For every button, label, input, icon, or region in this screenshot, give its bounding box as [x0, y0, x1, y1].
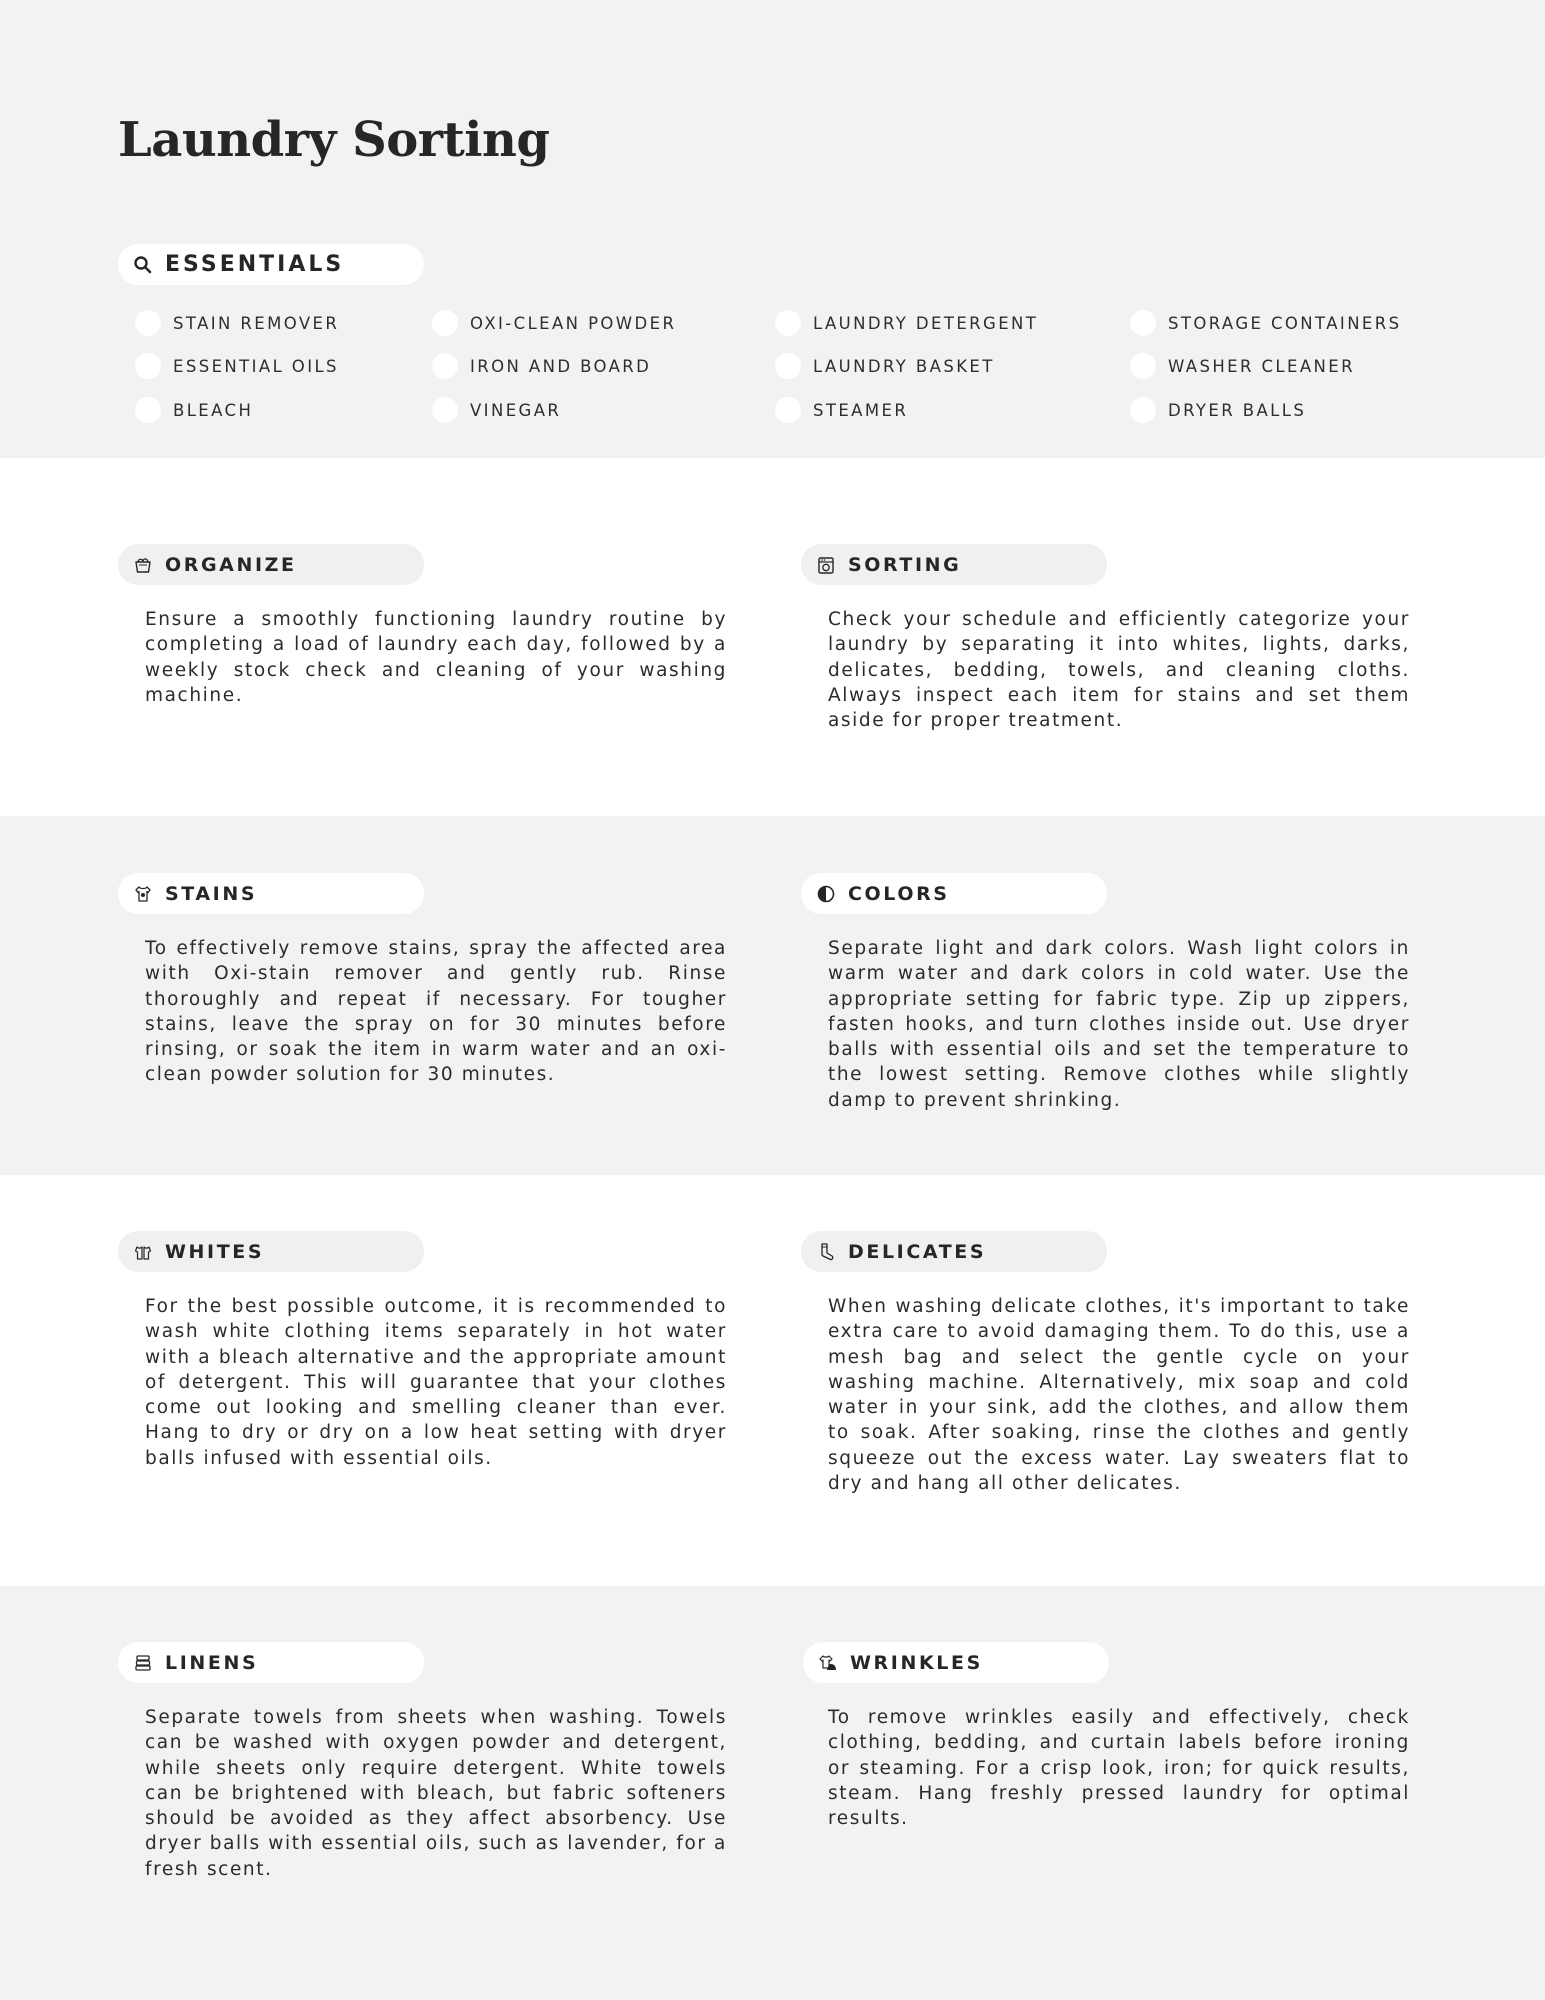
checklist-label: ESSENTIAL OILS: [173, 356, 339, 376]
checkbox-circle[interactable]: [775, 353, 801, 379]
organize-text: Ensure a smoothly functioning laundry routine by completing a load of laundry each day, followed by a weekly stock check and cleaning of your washing machine.: [145, 609, 727, 706]
checklist-label: VINEGAR: [470, 400, 562, 420]
delicates-header: [801, 1231, 1107, 1272]
whites-text: For the best possible outcome, it is recommended to wash white clothing items separately in hot water with a bleach alternative and the appropriate amount of detergent. This will guarantee that your clothes come out looking and smelling cleaner than ever. Hang to dry or dry on a low heat setting with dryer balls infused with essential oils.: [145, 1296, 727, 1469]
delicates-text: When washing delicate clothes, it's important to take extra care to avoid damaging them. To do this, use a mesh bag and select the gentle cycle on your washing machine. Alternatively, mix soap and cold water in your sink, add the clothes, and allow them to soak. After soaking, rinse the clothes and gently squeeze out the excess water. Lay sweaters flat to dry and hang all other delicates.: [828, 1296, 1410, 1495]
checkbox-circle[interactable]: [432, 353, 458, 379]
essentials-header: [118, 244, 424, 285]
clothes-hanger-icon: [133, 1242, 153, 1262]
checklist-item[interactable]: [135, 395, 253, 425]
checklist-item[interactable]: [432, 395, 561, 425]
checkbox-circle[interactable]: [1130, 353, 1156, 379]
sorting-text: Check your schedule and efficiently categorize your laundry by separating it into whites, lights, darks, delicates, bedding, towels, and cleaning cloths. Always inspect each item for stains and set them aside for proper treatment.: [828, 609, 1410, 732]
organize-header: [118, 544, 424, 585]
checklist-item[interactable]: [1130, 308, 1402, 338]
checklist-item[interactable]: [1130, 395, 1306, 425]
checklist-item[interactable]: [1130, 351, 1355, 381]
checklist-item[interactable]: [135, 308, 339, 338]
linens-header: [118, 1642, 424, 1683]
colors-header: [801, 873, 1107, 914]
sorting-label: SORTING: [848, 553, 962, 576]
checklist-item[interactable]: [432, 351, 651, 381]
checklist-label: STORAGE CONTAINERS: [1168, 313, 1402, 333]
checklist-item[interactable]: [135, 351, 339, 381]
checkbox-circle[interactable]: [432, 310, 458, 336]
stains-text: To effectively remove stains, spray the affected area with Oxi-stain remover and gently rub. Rinse thoroughly and repeat if necessary. For tougher stains, leave the spray on for 30 minutes before rinsing, or soak the item in warm water and an oxi-clean powder solution for 30 minutes.: [145, 938, 727, 1086]
header-band: [0, 0, 1545, 458]
checklist-label: LAUNDRY BASKET: [813, 356, 995, 376]
sock-icon: [816, 1242, 836, 1262]
sorting-header: [801, 544, 1107, 585]
whites-label: WHITES: [165, 1240, 265, 1263]
page-title: Laundry Sorting: [118, 112, 550, 168]
wrinkles-text: To remove wrinkles easily and effectively, check clothing, bedding, and curtain labels before ironing or steaming. For a crisp look, iron; for quick results, steam. Hang freshly pressed laundry for optimal results.: [828, 1707, 1410, 1830]
linens-text: Separate towels from sheets when washing. Towels can be washed with oxygen powder and detergent, while sheets only require detergent. White towels can be brightened with bleach, but fabric softeners should be avoided as they affect absorbency. Use dryer balls with essential oils, such as lavender, for a fresh scent.: [145, 1707, 727, 1880]
stains-header: [118, 873, 424, 914]
checkbox-circle[interactable]: [775, 397, 801, 423]
linens-label: LINENS: [165, 1651, 259, 1674]
checklist-label: OXI-CLEAN POWDER: [470, 313, 677, 333]
checkbox-circle[interactable]: [135, 310, 161, 336]
checklist-label: BLEACH: [173, 400, 254, 420]
checklist-label: LAUNDRY DETERGENT: [813, 313, 1039, 333]
delicates-label: DELICATES: [848, 1240, 987, 1263]
checkbox-circle[interactable]: [1130, 397, 1156, 423]
checkbox-circle[interactable]: [135, 397, 161, 423]
essentials-label: ESSENTIALS: [165, 252, 345, 277]
colors-text: Separate light and dark colors. Wash light colors in warm water and dark colors in cold water. Use the appropriate setting for fabric type. Zip up zippers, fasten hooks, and turn clothes inside out. Use dryer balls with essential oils and set the temperature to the lowest setting. Remove clothes while slightly damp to prevent shrinking.: [828, 938, 1410, 1111]
checkbox-circle[interactable]: [135, 353, 161, 379]
wrinkles-label: WRINKLES: [850, 1651, 983, 1674]
wrinkles-header: [803, 1642, 1109, 1683]
whites-header: [118, 1231, 424, 1272]
checklist-label: DRYER BALLS: [1168, 400, 1307, 420]
folded-towels-icon: [133, 1653, 153, 1673]
checklist-item[interactable]: [775, 351, 995, 381]
checkbox-circle[interactable]: [775, 310, 801, 336]
half-circle-icon: [816, 884, 836, 904]
checklist-item[interactable]: [432, 308, 676, 338]
checkbox-circle[interactable]: [432, 397, 458, 423]
washing-machine-icon: [816, 555, 836, 575]
organize-label: ORGANIZE: [165, 553, 297, 576]
checklist-item[interactable]: [775, 308, 1038, 338]
laundry-basket-icon: [133, 555, 153, 575]
iron-shirt-icon: [818, 1653, 838, 1673]
checklist-label: STEAMER: [813, 400, 909, 420]
search-icon: [133, 255, 153, 275]
stains-label: STAINS: [165, 882, 258, 905]
checkbox-circle[interactable]: [1130, 310, 1156, 336]
checklist-item[interactable]: [775, 395, 908, 425]
checklist-label: WASHER CLEANER: [1168, 356, 1355, 376]
checklist-label: IRON AND BOARD: [470, 356, 652, 376]
colors-label: COLORS: [848, 882, 950, 905]
checklist-label: STAIN REMOVER: [173, 313, 340, 333]
shirt-stain-icon: [133, 884, 153, 904]
